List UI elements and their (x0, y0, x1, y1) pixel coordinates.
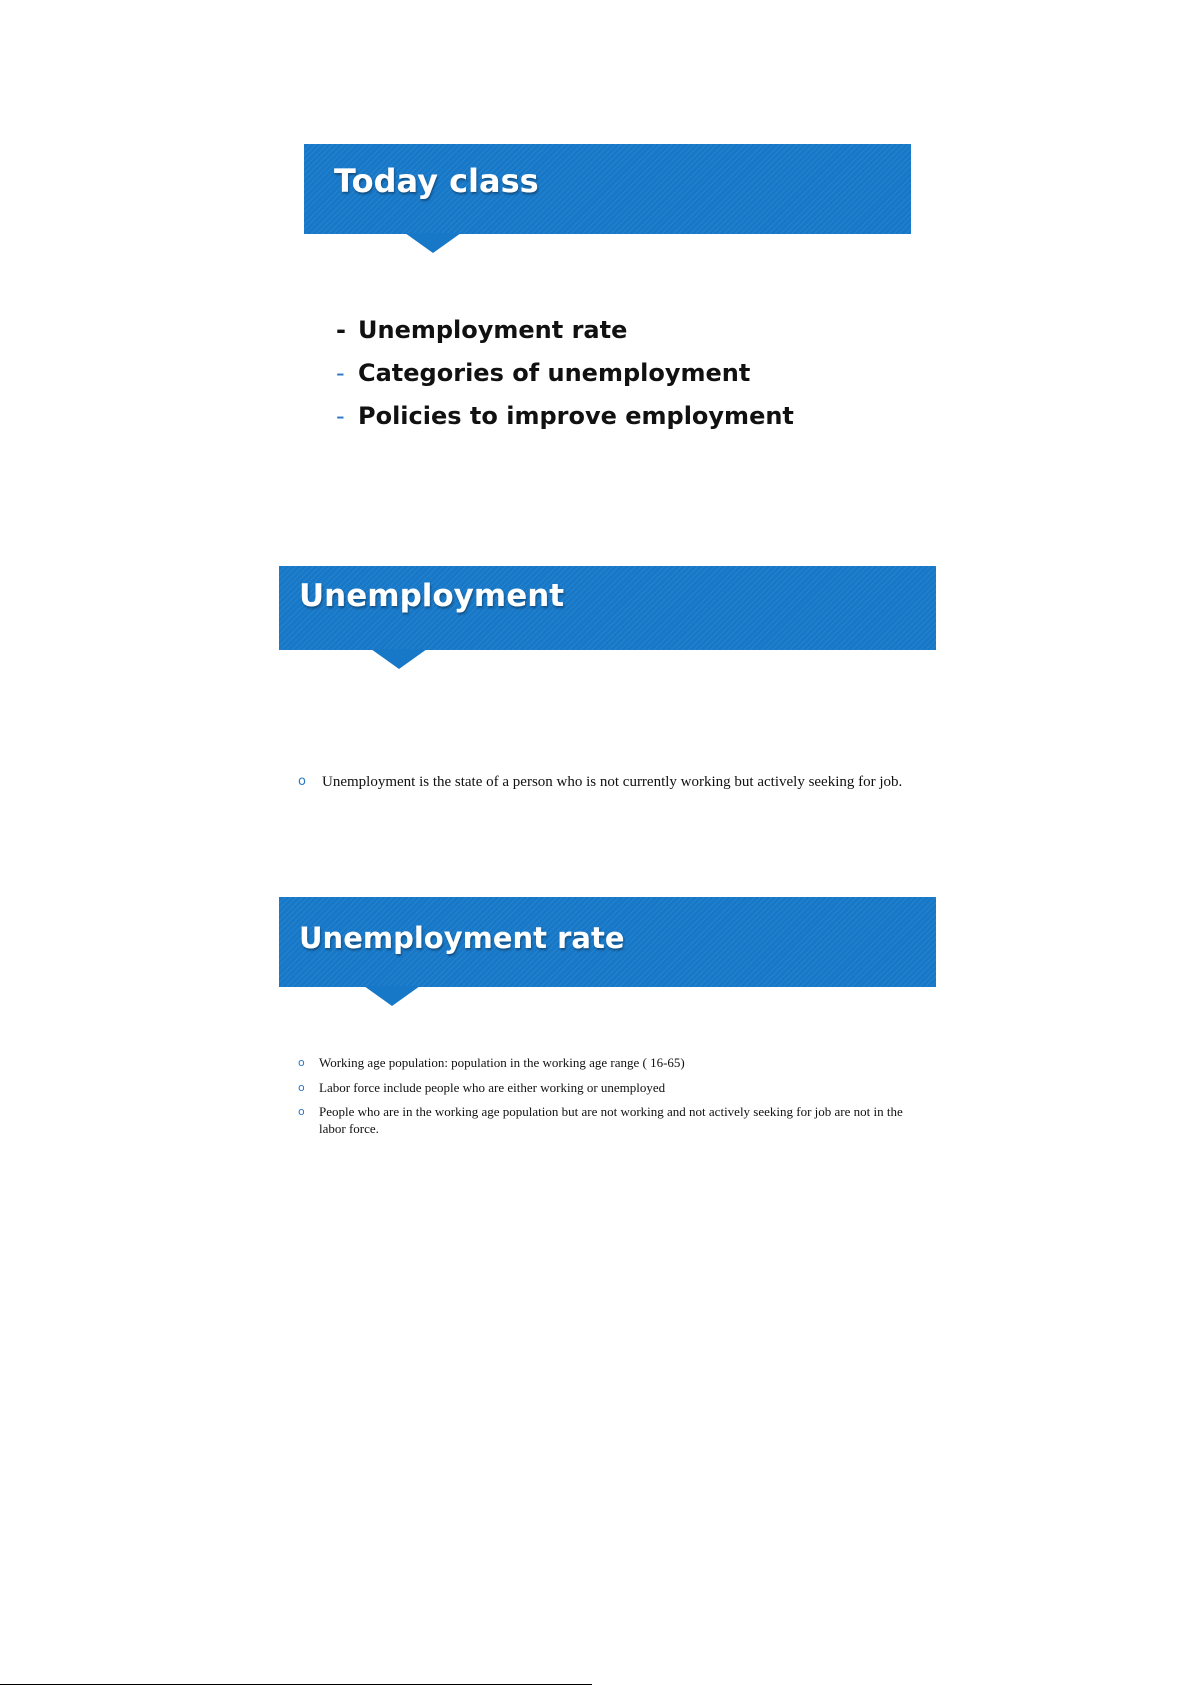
agenda-item-label: Unemployment rate (358, 316, 628, 344)
bullet-text: Labor force include people who are either working or unemployed (319, 1079, 666, 1095)
slide-title: Unemployment rate (299, 921, 625, 955)
banner-pointer (364, 986, 420, 1006)
list-item (298, 774, 938, 791)
unemployment-rate-banner (279, 897, 936, 987)
agenda-item-label: Categories of unemployment (358, 359, 751, 387)
bullet-text: People who are in the working age population but are not working and not actively seeking for job are not in the labor force. (319, 1104, 903, 1136)
bullet-marker: o (298, 1056, 305, 1069)
slide-title: Unemployment (299, 578, 565, 614)
rate-bullet-list (298, 1054, 918, 1145)
agenda-item (336, 312, 794, 355)
agenda-list (336, 312, 794, 441)
dash-marker: - (336, 359, 345, 387)
agenda-item (336, 355, 794, 398)
slide-title: Today class (334, 162, 539, 200)
list-item (298, 1079, 918, 1096)
bullet-marker: o (298, 1080, 305, 1094)
dash-marker: - (336, 402, 345, 430)
bullet-marker: o (298, 1105, 305, 1118)
banner-pointer (371, 649, 427, 669)
agenda-item-label: Policies to improve employment (358, 402, 794, 430)
bullet-text: Working age population: population in the working age range ( 16-65) (319, 1055, 685, 1070)
definition-list (298, 774, 938, 791)
today-class-banner (304, 144, 911, 234)
definition-text: Unemployment is the state of a person who is not currently working but actively seeking for job. (322, 774, 903, 790)
list-item (298, 1054, 918, 1071)
bullet-marker: o (298, 774, 306, 789)
unemployment-banner (279, 566, 936, 650)
agenda-item (336, 398, 794, 441)
dash-marker: - (336, 316, 346, 344)
banner-pointer (405, 233, 461, 253)
list-item (298, 1103, 918, 1137)
